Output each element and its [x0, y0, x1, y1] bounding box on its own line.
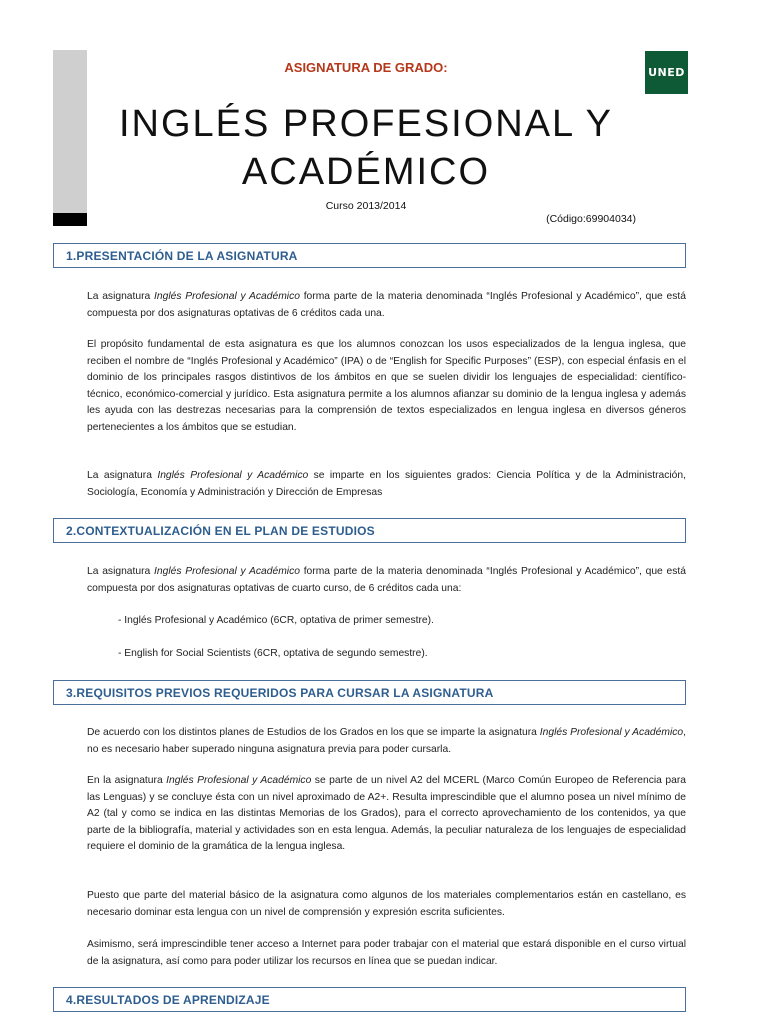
paragraph [87, 564, 686, 597]
kicker-label: ASIGNATURA DE GRADO: [284, 60, 448, 75]
text-run: forma parte de la materia denominada “Inglés Profesional y Académico”, que está compuesta por dos asignaturas optativas de cuarto curso, de 6 créditos cada una: [87, 566, 686, 594]
section-heading-requisitos [53, 680, 686, 705]
paragraph [87, 937, 686, 970]
text-run: En la asignatura [87, 775, 167, 786]
text-run: , no es necesario haber superado ninguna asignatura previa para poder cursarla. [87, 727, 686, 755]
paragraph [87, 725, 686, 758]
subject-code: (Código:69904034) [546, 213, 636, 225]
uned-logo: UNED [645, 51, 688, 94]
decorative-black-bar [53, 213, 87, 226]
text-run: La asignatura [87, 566, 155, 577]
text-run: La asignatura [87, 291, 155, 302]
decorative-gray-bar [53, 50, 87, 213]
italic-subject-name: Inglés Profesional y Académico [166, 775, 312, 786]
italic-subject-name: Inglés Profesional y Académico [154, 566, 300, 577]
paragraph [87, 888, 686, 921]
title-line-2: ACADÉMICO [241, 151, 491, 193]
list-item: - English for Social Scientists (6CR, optativa de segundo semestre). [118, 648, 428, 659]
text-run: Puesto que parte del material básico de la asignatura como algunos de los materiales complementarios están en castellano, es necesario dominar esta lengua con un nivel de comprensión y expresión escrita suficientes. [87, 890, 686, 918]
section-heading-label: 1.PRESENTACIÓN DE LA ASIGNATURA [66, 248, 298, 263]
italic-subject-name: Inglés Profesional y Académico [157, 470, 309, 481]
section-heading-label: 3.REQUISITOS PREVIOS REQUERIDOS PARA CURSAR LA ASIGNATURA [66, 685, 494, 700]
paragraph [87, 337, 686, 436]
italic-subject-name: Inglés Profesional y Académico [154, 291, 300, 302]
text-run: se parte de un nivel A2 del MCERL (Marco Común Europeo de Referencia para las Lenguas) y se concluye ésta con un nivel aproximado de A2+. Resulta imprescindible que el alumno posea un nivel mínimo de A2 (tal y como se indica en las distintas Memorias de los Grados), para el correcto aprovechamiento de los contenidos, ya que parte de la bibliografía, material y actividades son en esta lengua. Además, la peculiar naturaleza de los lenguajes de especialidad requiere el dominio de la gramática de la lengua inglesa. [87, 775, 686, 852]
section-heading-contextualizacion [53, 518, 686, 543]
paragraph [87, 289, 686, 322]
italic-subject-name: Inglés Profesional y Académico [539, 727, 684, 738]
paragraph [87, 468, 686, 501]
text-run: Asimismo, será imprescindible tener acceso a Internet para poder trabajar con el material que estará disponible en el curso virtual de la asignatura, así como para poder utilizar los recursos en línea que se puedan indicar. [87, 939, 686, 967]
paragraph [87, 773, 686, 856]
text-run: De acuerdo con los distintos planes de Estudios de los Grados en los que se imparte la asignatura [87, 727, 540, 738]
text-run: se imparte en los siguientes grados: Ciencia Política y de la Administración, Sociología, Economía y Administración y Dirección de Empresas [87, 470, 686, 498]
course-label: Curso 2013/2014 [325, 200, 407, 212]
page-title [87, 100, 645, 196]
section-heading-label: 4.RESULTADOS DE APRENDIZAJE [66, 992, 270, 1007]
title-line-1: INGLÉS PROFESIONAL Y [118, 103, 614, 145]
text-run: La asignatura [87, 470, 158, 481]
text-run: El propósito fundamental de esta asignatura es que los alumnos conozcan los usos especializados de la lengua inglesa, que reciben el nombre de “Inglés Profesional y Académico” (IPA) o de “English for Specific Purposes” (ESP), con especial énfasis en el dominio de los principales rasgos distintivos de los ámbitos en que se suelen dividir los lenguajes de especialidad: científico-técnico, económico-comercial y jurídico. Esta asignatura permite a los alumnos afianzar su dominio de la lengua inglesa y además les ayuda con las destrezas necesarias para la comprensión de textos especializados en lengua inglesa en diversos géneros pertenecientes a los ámbitos que se estudian. [87, 339, 686, 433]
section-heading-resultados [53, 987, 686, 1012]
section-heading-label: 2.CONTEXTUALIZACIÓN EN EL PLAN DE ESTUDIOS [66, 523, 375, 538]
list-item: - Inglés Profesional y Académico (6CR, optativa de primer semestre). [118, 615, 434, 626]
text-run: forma parte de la materia denominada “Inglés Profesional y Académico”, que está compuesta por dos asignaturas optativas de 6 créditos cada una. [87, 291, 686, 319]
section-heading-presentacion [53, 243, 686, 268]
